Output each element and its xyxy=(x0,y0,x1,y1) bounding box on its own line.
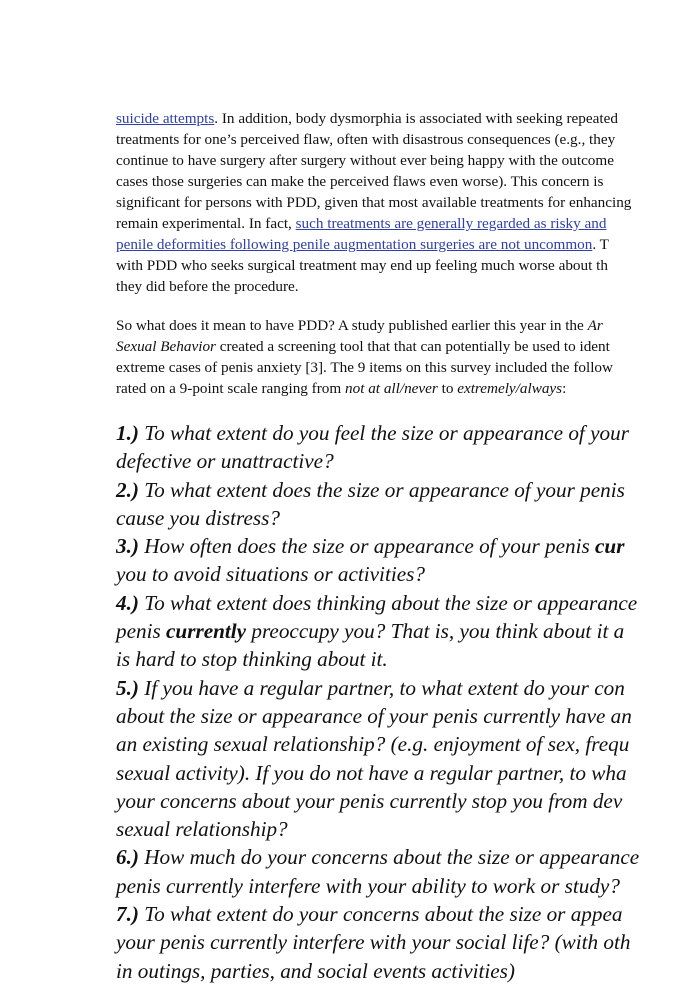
paragraph-line: extreme cases of penis anxiety [3]. The 9 items on this survey included the follow xyxy=(116,359,613,376)
survey-question-1: 1.) To what extent do you feel the size or appearance of your defective or unattractive? xyxy=(116,421,629,474)
survey-question-5: 5.) If you have a regular partner, to what extent do your con about the size or appearance of your penis currently have an an existing sexual relationship? (e.g. enjoyment of sex, frequ sexual activity). If you do not have a regular partner, to wha your concerns about your penis currently stop you from dev sexual relationship? xyxy=(116,675,632,842)
survey-question-7: 7.) To what extent do your concerns about the size or appea your penis currently interfere with your social life? (with oth in outings, parties, and social events activities) xyxy=(116,902,631,983)
survey-question-3: 3.) How often does the size or appearance of your penis cur you to avoid situations or activities? xyxy=(116,534,625,587)
question-number: 1.) xyxy=(116,421,139,445)
paragraph-line: they did before the procedure. xyxy=(116,278,299,295)
paragraph-body-dysmorphia xyxy=(116,108,680,297)
paragraph-line: suicide attempts. In addition, body dysmorphia is associated with seeking repeated xyxy=(116,110,618,127)
risky-treatments-link[interactable]: such treatments are generally regarded as risky and xyxy=(295,215,607,232)
paragraph-line: penile deformities following penile augmentation surgeries are not uncommon. T xyxy=(116,236,609,253)
article-page xyxy=(116,108,680,985)
paragraph-line: with PDD who seeks surgical treatment may end up feeling much worse about th xyxy=(116,257,608,274)
suicide-attempts-link[interactable]: suicide attempts xyxy=(116,110,215,127)
penile-deformities-link[interactable]: penile deformities following penile augmentation surgeries are not uncommon xyxy=(116,236,593,253)
paragraph-line: rated on a 9-point scale ranging from not at all/never to extremely/always: xyxy=(116,380,567,397)
paragraph-line: Sexual Behavior created a screening tool that that can potentially be used to ident xyxy=(116,338,610,355)
paragraph-line: cases those surgeries can make the perceived flaws even worse). This concern is xyxy=(116,173,604,190)
question-number: 5.) xyxy=(116,675,139,700)
paragraph-line: significant for persons with PDD, given that most available treatments for enhancing xyxy=(116,194,632,211)
paragraph-line: So what does it mean to have PDD? A study published earlier this year in the Ar xyxy=(116,317,603,334)
question-number: 6.) xyxy=(116,845,139,870)
question-number: 3.) xyxy=(116,534,139,559)
survey-question-2: 2.) To what extent does the size or appearance of your penis cause you distress? xyxy=(116,477,625,530)
paragraph-screening-tool xyxy=(116,315,680,399)
survey-questions-list xyxy=(116,419,680,985)
question-number: 2.) xyxy=(116,477,139,502)
question-number: 4.) xyxy=(116,590,139,615)
paragraph-line: continue to have surgery after surgery without ever being happy with the outcome xyxy=(116,152,614,169)
survey-question-4: 4.) To what extent does thinking about the size or appearance penis currently preoccupy you? That is, you think about it a is hard to stop thinking about it. xyxy=(116,590,638,672)
paragraph-line: remain experimental. In fact, such treatments are generally regarded as risky and xyxy=(116,215,607,232)
journal-title: Sexual Behavior xyxy=(116,338,216,355)
paragraph-line: treatments for one’s perceived flaw, often with disastrous consequences (e.g., they xyxy=(116,131,616,148)
survey-question-6: 6.) How much do your concerns about the size or appearance penis currently interfere with your ability to work or study? xyxy=(116,845,640,898)
question-number: 7.) xyxy=(116,902,139,927)
